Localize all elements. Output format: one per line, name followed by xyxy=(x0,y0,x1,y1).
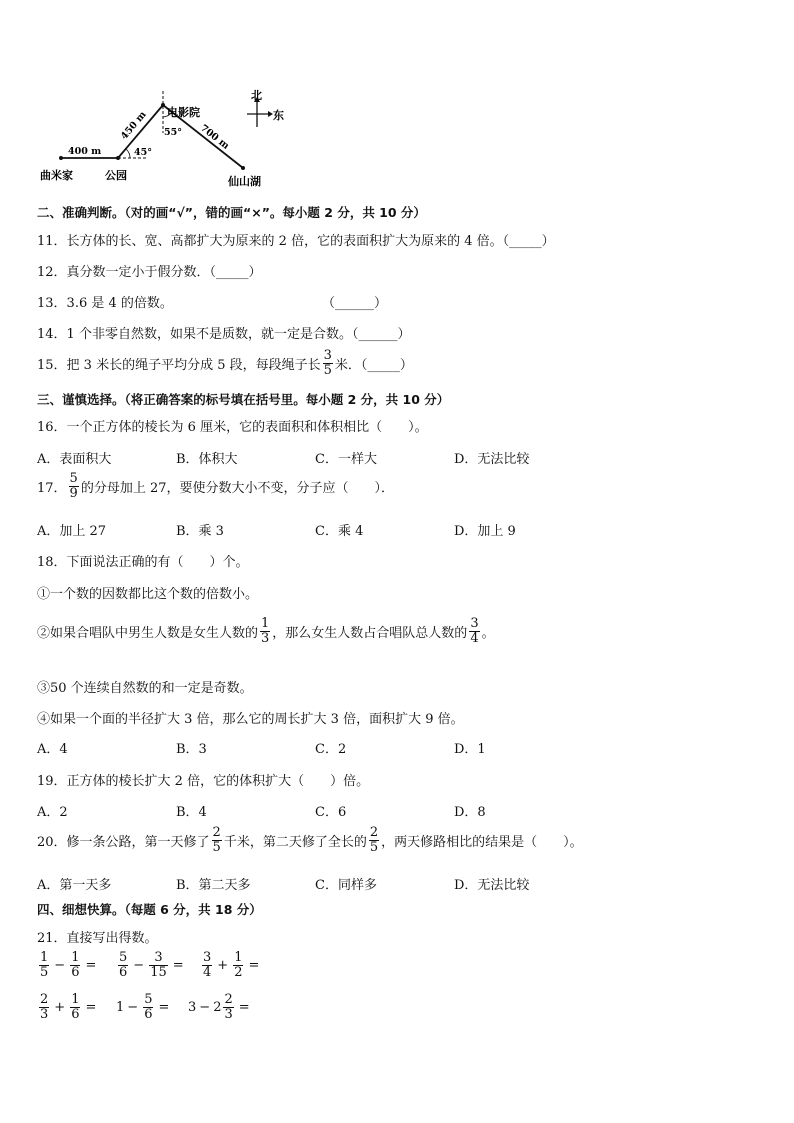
numerator: 5 xyxy=(69,471,78,486)
option-b[interactable]: B．乘 3 xyxy=(176,524,224,539)
fraction xyxy=(212,826,222,854)
fraction xyxy=(469,617,479,645)
option-d[interactable]: D．无法比较 xyxy=(454,452,530,467)
option-c[interactable]: C．同样多 xyxy=(315,878,377,893)
expression: 1 − $\frac{5}{6}$ = xyxy=(116,992,170,1022)
question-17-text: 的分母加上 27，要使分数大小不变，分子应（ ）． xyxy=(80,480,395,496)
question-17 xyxy=(37,472,394,500)
option-d[interactable]: D．1 xyxy=(454,742,486,757)
statement-2 xyxy=(37,617,495,645)
option-a[interactable]: A．第一天多 xyxy=(37,878,112,893)
question-19: 19．正方体的棱长扩大 2 倍，它的体积扩大（ ）倍。 xyxy=(37,774,370,789)
fraction xyxy=(369,826,379,854)
label-park: 公园 xyxy=(105,169,127,182)
question-20-text-mid: 千米，第二天修了全长的 xyxy=(223,834,367,850)
option-a[interactable]: A．4 xyxy=(37,742,68,757)
park-angle-arc xyxy=(126,149,130,158)
question-14: 14．1 个非零自然数，如果不是质数，就一定是合数。（______） xyxy=(37,327,411,342)
denominator: 3 xyxy=(261,630,270,646)
statement-2-text-end: 。 xyxy=(481,625,495,641)
point-home xyxy=(59,156,63,160)
option-d[interactable]: D．无法比较 xyxy=(454,878,530,893)
section-4-heading: 四、细想快算。（每题 6 分，共 18 分） xyxy=(37,902,262,917)
question-20 xyxy=(37,826,583,854)
option-d[interactable]: D．8 xyxy=(454,805,486,820)
numerator: 3 xyxy=(323,348,332,363)
option-c[interactable]: C．6 xyxy=(315,805,347,820)
section-3-heading: 三、谨慎选择。（将正确答案的标号填在括号里。每小题 2 分，共 10 分） xyxy=(37,392,450,407)
section-2-heading: 二、准确判断。（对的画“√”，错的画“×”。每小题 2 分，共 10 分） xyxy=(37,205,426,220)
denominator: 5 xyxy=(212,839,221,855)
numerator: 2 xyxy=(212,825,221,840)
question-20-text-end: ，两天修路相比的结果是（ ）。 xyxy=(381,834,583,850)
fraction xyxy=(69,472,79,500)
question-13-blank: （______） xyxy=(322,296,388,311)
option-a[interactable]: A．加上 27 xyxy=(37,524,107,539)
distance-home-park: 400 m xyxy=(68,146,102,157)
statement-2-text-mid: ，那么女生人数占合唱队总人数的 xyxy=(272,625,468,641)
label-home: 曲米家 xyxy=(40,169,73,182)
denominator: 5 xyxy=(369,839,379,855)
point-lake xyxy=(241,166,245,170)
direction-map xyxy=(30,85,300,190)
question-16: 16．一个正方体的棱长为 6 厘米，它的表面积和体积相比（ ）。 xyxy=(37,420,428,435)
numerator: 1 xyxy=(261,616,270,631)
question-17-number: 17． xyxy=(37,480,67,496)
option-b[interactable]: B．体积大 xyxy=(176,452,238,467)
statement-1: ①一个数的因数都比这个数的倍数小。 xyxy=(37,587,259,602)
question-20-text: 20．修一条公路，第一天修了 xyxy=(37,834,210,850)
option-b[interactable]: B．4 xyxy=(176,805,207,820)
option-d[interactable]: D．加上 9 xyxy=(454,524,516,539)
option-c[interactable]: C．一样大 xyxy=(315,452,377,467)
option-a[interactable]: A．表面积大 xyxy=(37,452,112,467)
statement-2-text: ②如果合唱队中男生人数是女生人数的 xyxy=(37,625,259,641)
option-b[interactable]: B．第二天多 xyxy=(176,878,251,893)
label-north: 北 xyxy=(251,89,262,102)
fraction xyxy=(323,349,333,377)
expression: $\frac{1}{5}$ − $\frac{1}{6}$ = xyxy=(40,950,97,980)
distance-cinema-lake: 700 m xyxy=(198,122,232,152)
denominator: 9 xyxy=(69,485,78,501)
question-12: 12．真分数一定小于假分数．（_____） xyxy=(37,265,262,280)
distance-park-cinema: 450 m xyxy=(118,109,149,142)
statement-4: ④如果一个面的半径扩大 3 倍，那么它的周长扩大 3 倍，面积扩大 9 倍。 xyxy=(37,712,464,727)
angle-park: 45° xyxy=(134,147,152,158)
denominator: 5 xyxy=(323,362,332,378)
expression: $\frac{5}{6}$ − $\frac{3}{15}$ = xyxy=(119,950,184,980)
expression: $\frac{3}{4}$ + $\frac{1}{2}$ = xyxy=(203,950,260,980)
question-15-text-end: 米．（_____） xyxy=(334,357,413,373)
question-21: 21．直接写出得数。 xyxy=(37,931,158,946)
option-c[interactable]: C．乘 4 xyxy=(315,524,364,539)
denominator: 4 xyxy=(470,630,479,646)
question-11: 11．长方体的长、宽、高都扩大为原来的 2 倍，它的表面积扩大为原来的 4 倍。（_____） xyxy=(37,234,555,249)
option-a[interactable]: A．2 xyxy=(37,805,68,820)
label-lake: 仙山湖 xyxy=(228,175,261,188)
option-b[interactable]: B．3 xyxy=(176,742,207,757)
numerator: 3 xyxy=(470,616,479,631)
label-cinema: 电影院 xyxy=(167,106,200,119)
question-18: 18．下面说法正确的有（ ）个。 xyxy=(37,555,249,570)
angle-cinema: 55° xyxy=(164,127,182,138)
question-15 xyxy=(37,349,413,377)
expression: 3 − 2 $\frac{2}{3}$ = xyxy=(188,992,250,1022)
numerator: 2 xyxy=(369,825,379,840)
question-13: 13．3.6 是 4 的倍数。 xyxy=(37,296,173,311)
statement-3: ③50 个连续自然数的和一定是奇数。 xyxy=(37,681,253,696)
expression: $\frac{2}{3}$ + $\frac{1}{6}$ = xyxy=(40,992,97,1022)
option-c[interactable]: C．2 xyxy=(315,742,347,757)
fraction xyxy=(260,617,270,645)
label-east: 东 xyxy=(273,109,284,122)
question-15-text: 15．把 3 米长的绳子平均分成 5 段，每段绳子长 xyxy=(37,357,321,373)
